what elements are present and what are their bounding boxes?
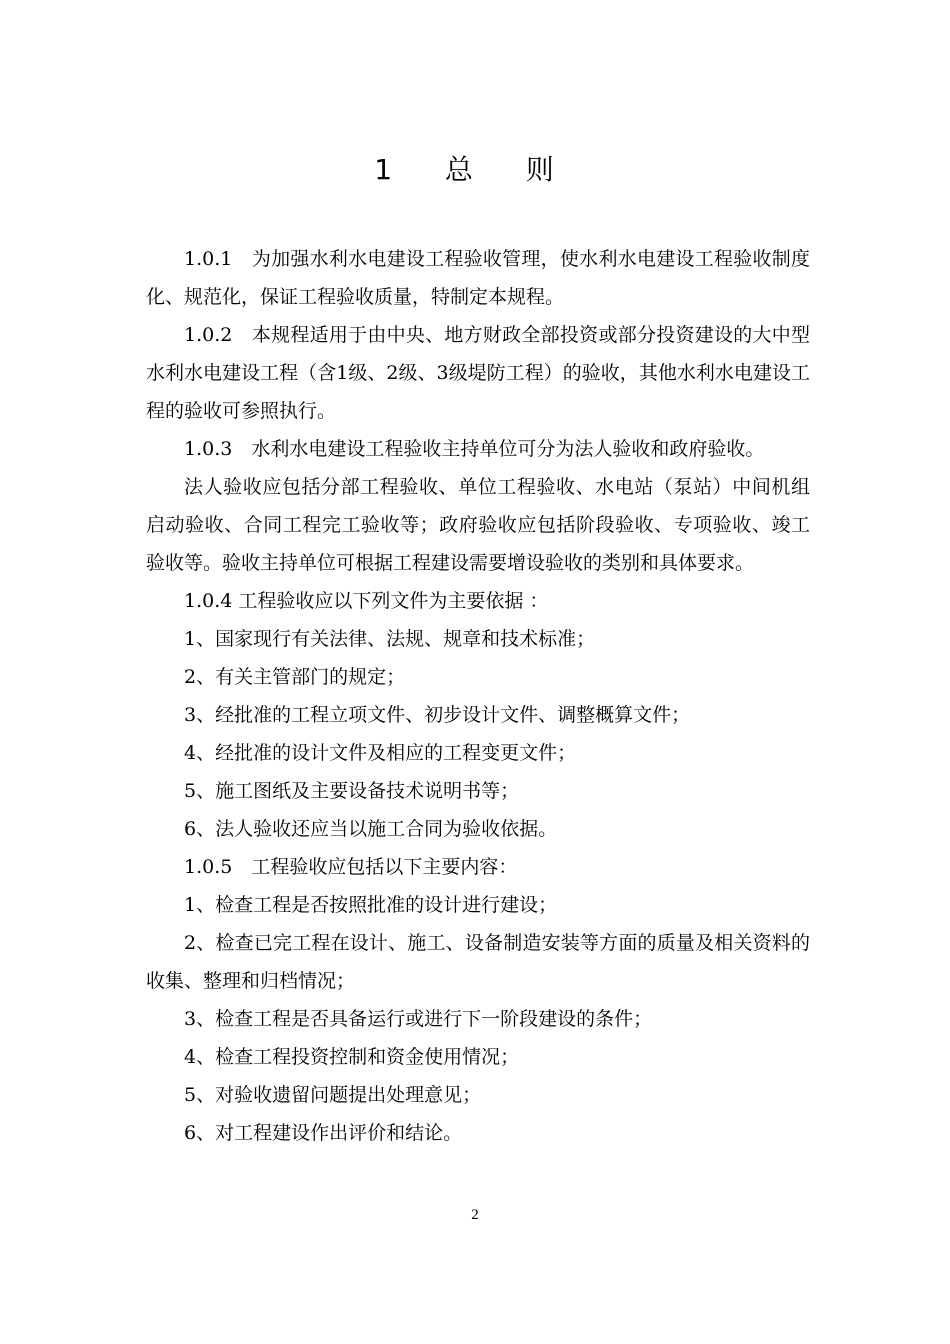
paragraph-acceptance-types: 法人验收应包括分部工程验收、单位工程验收、水电站（泵站）中间机组启动验收、合同工程完工验收等；政府验收应包括阶段验收、专项验收、竣工验收等。验收主持单位可根据工程建设需要增设验收的类别和具体要求。 — [146, 476, 810, 574]
list-item-basis-2: 2、有关主管部门的规定； — [184, 666, 406, 688]
list-item-content-2: 2、检查已完工程在设计、施工、设备制造安装等方面的质量及相关资料的收集、整理和归档情况； — [146, 932, 810, 992]
paragraph-1-0-2: 1.0.2 本规程适用于由中央、地方财政全部投资或部分投资建设的大中型水利水电建设工程（含1级、2级、3级堤防工程）的验收，其他水利水电建设工程的验收可参照执行。 — [146, 324, 810, 422]
list-item-basis-3: 3、经批准的工程立项文件、初步设计文件、调整概算文件； — [184, 704, 691, 726]
list-item-basis-4: 4、经批准的设计文件及相应的工程变更文件； — [184, 742, 577, 764]
list-item-content-1: 1、检查工程是否按照批准的设计进行建设； — [184, 894, 558, 916]
chapter-title: 1 总 则 — [374, 153, 576, 186]
paragraph-1-0-5: 1.0.5 工程验收应包括以下主要内容： — [184, 856, 518, 878]
list-item-basis-1: 1、国家现行有关法律、法规、规章和技术标准； — [184, 628, 596, 650]
list-item-basis-6: 6、法人验收还应当以施工合同为验收依据。 — [184, 818, 558, 840]
list-item-content-3: 3、检查工程是否具备运行或进行下一阶段建设的条件； — [184, 1008, 653, 1030]
paragraph-1-0-3: 1.0.3 水利水电建设工程验收主持单位可分为法人验收和政府验收。 — [184, 438, 765, 460]
list-item-basis-5: 5、施工图纸及主要设备技术说明书等； — [184, 780, 520, 802]
document-body — [146, 240, 810, 1152]
paragraph-1-0-4: 1.0.4 工程验收应以下列文件为主要依据 ： — [184, 590, 549, 612]
list-item-content-4: 4、检查工程投资控制和资金使用情况； — [184, 1046, 520, 1068]
list-item-content-5: 5、对验收遗留问题提出处理意见； — [184, 1084, 482, 1106]
paragraph-1-0-1: 1.0.1 为加强水利水电建设工程验收管理，使水利水电建设工程验收制度化、规范化，保证工程验收质量，特制定本规程。 — [146, 248, 810, 308]
page-number: 2 — [471, 1207, 479, 1223]
list-item-content-6: 6、对工程建设作出评价和结论。 — [184, 1122, 463, 1144]
